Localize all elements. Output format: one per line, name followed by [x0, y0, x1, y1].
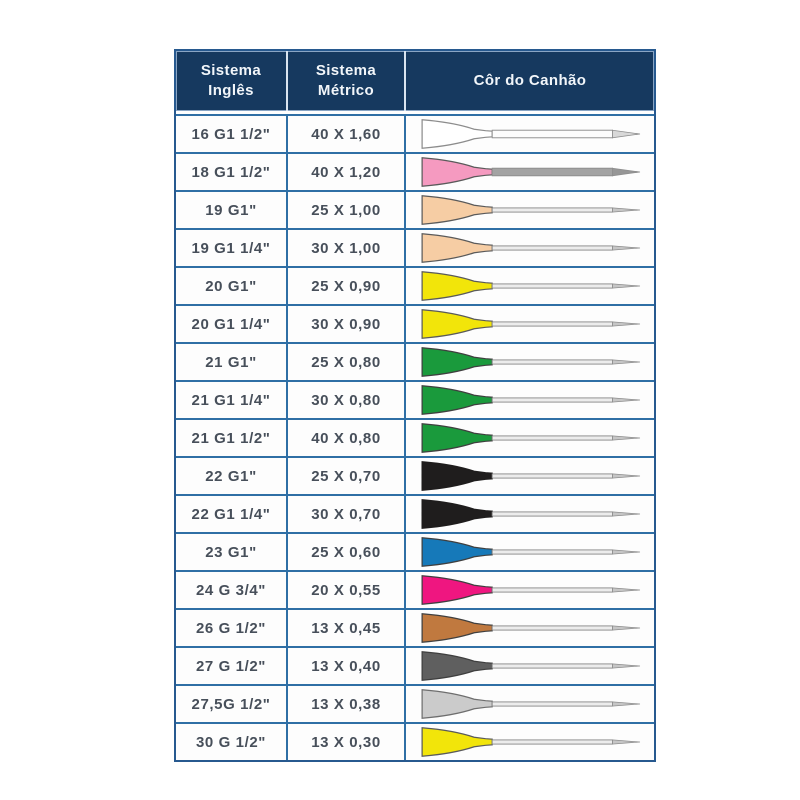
gauge-cell: 19 G1" — [176, 192, 288, 228]
hub-color-cell — [406, 382, 654, 418]
metric-cell: 13 X 0,40 — [288, 648, 406, 684]
table-row — [176, 610, 654, 648]
header-cor-do-canhao-label: Côr do Canhão — [473, 71, 587, 89]
needle-hub — [422, 728, 492, 756]
needle-tip — [613, 740, 640, 744]
table-row — [176, 306, 654, 344]
hub-color-cell — [406, 420, 654, 456]
gauge-cell: 22 G1 1/4" — [176, 496, 288, 532]
needle-hub — [422, 120, 492, 148]
hub-color-cell — [406, 686, 654, 722]
needle-hub — [422, 614, 492, 642]
gauge-cell: 27,5G 1/2" — [176, 686, 288, 722]
needle-icon — [413, 572, 651, 608]
table-row — [176, 572, 654, 610]
needle-shaft — [492, 284, 612, 288]
needle-shaft — [492, 702, 612, 706]
needle-tip — [613, 168, 640, 176]
needle-shaft — [492, 474, 612, 478]
gauge-cell: 20 G1" — [176, 268, 288, 304]
metric-cell: 20 X 0,55 — [288, 572, 406, 608]
metric-cell: 25 X 0,60 — [288, 534, 406, 570]
metric-cell: 25 X 0,90 — [288, 268, 406, 304]
needle-icon — [413, 344, 651, 380]
table-row — [176, 268, 654, 306]
needle-shaft — [492, 588, 612, 592]
metric-cell: 13 X 0,45 — [288, 610, 406, 646]
hub-color-cell — [406, 724, 654, 760]
needle-tip — [613, 550, 640, 554]
needle-tip — [613, 130, 640, 138]
needle-icon — [413, 306, 651, 342]
needle-hub — [422, 234, 492, 262]
header-sistema-ingles — [176, 51, 288, 111]
needle-tip — [613, 322, 640, 326]
needle-tip — [613, 208, 640, 212]
hub-color-cell — [406, 534, 654, 570]
needle-hub — [422, 690, 492, 718]
header-cor-do-canhao — [406, 51, 654, 111]
needle-hub — [422, 424, 492, 452]
needle-tip — [613, 588, 640, 592]
table-row — [176, 154, 654, 192]
needle-hub — [422, 386, 492, 414]
needle-gauge-table — [174, 49, 656, 762]
table-row — [176, 420, 654, 458]
needle-hub — [422, 310, 492, 338]
table-row — [176, 382, 654, 420]
needle-hub — [422, 196, 492, 224]
table-row — [176, 496, 654, 534]
needle-shaft — [492, 436, 612, 440]
needle-hub — [422, 348, 492, 376]
gauge-cell: 22 G1" — [176, 458, 288, 494]
gauge-cell: 16 G1 1/2" — [176, 116, 288, 152]
table-row — [176, 192, 654, 230]
needle-tip — [613, 702, 640, 706]
metric-cell: 40 X 1,20 — [288, 154, 406, 190]
gauge-cell: 21 G1 1/2" — [176, 420, 288, 456]
needle-hub — [422, 272, 492, 300]
needle-hub — [422, 500, 492, 528]
table-row — [176, 724, 654, 760]
needle-shaft — [492, 550, 612, 554]
hub-color-cell — [406, 610, 654, 646]
hub-color-cell — [406, 192, 654, 228]
needle-icon — [413, 496, 651, 532]
needle-shaft — [492, 130, 612, 138]
table-header-row — [176, 51, 654, 114]
needle-icon — [413, 382, 651, 418]
hub-color-cell — [406, 154, 654, 190]
needle-icon — [413, 648, 651, 684]
needle-icon — [413, 458, 651, 494]
gauge-cell: 21 G1 1/4" — [176, 382, 288, 418]
needle-shaft — [492, 398, 612, 402]
needle-shaft — [492, 208, 612, 212]
metric-cell: 25 X 0,70 — [288, 458, 406, 494]
needle-icon — [413, 116, 651, 152]
table-row — [176, 648, 654, 686]
hub-color-cell — [406, 648, 654, 684]
needle-tip — [613, 626, 640, 630]
hub-color-cell — [406, 458, 654, 494]
needle-icon — [413, 686, 651, 722]
hub-color-cell — [406, 306, 654, 342]
header-sistema-metrico-line2: Métrico — [317, 82, 375, 99]
needle-icon — [413, 154, 651, 190]
needle-shaft — [492, 322, 612, 326]
needle-tip — [613, 284, 640, 288]
needle-tip — [613, 360, 640, 364]
hub-color-cell — [406, 116, 654, 152]
hub-color-cell — [406, 230, 654, 266]
table-row — [176, 458, 654, 496]
needle-icon — [413, 724, 651, 760]
table-body — [176, 114, 654, 760]
needle-tip — [613, 664, 640, 668]
header-sistema-metrico-line1: Sistema — [315, 61, 377, 79]
needle-shaft — [492, 664, 612, 668]
needle-icon — [413, 268, 651, 304]
metric-cell: 30 X 0,80 — [288, 382, 406, 418]
hub-color-cell — [406, 572, 654, 608]
needle-tip — [613, 474, 640, 478]
metric-cell: 30 X 0,90 — [288, 306, 406, 342]
needle-icon — [413, 230, 651, 266]
header-sistema-ingles-line2: Inglês — [208, 82, 254, 99]
header-sistema-ingles-line1: Sistema — [200, 61, 262, 79]
metric-cell: 13 X 0,30 — [288, 724, 406, 760]
needle-icon — [413, 420, 651, 456]
needle-hub — [422, 462, 492, 490]
hub-color-cell — [406, 268, 654, 304]
needle-icon — [413, 192, 651, 228]
needle-hub — [422, 158, 492, 186]
needle-shaft — [492, 360, 612, 364]
needle-icon — [413, 610, 651, 646]
needle-hub — [422, 538, 492, 566]
needle-tip — [613, 246, 640, 250]
gauge-cell: 19 G1 1/4" — [176, 230, 288, 266]
metric-cell: 30 X 1,00 — [288, 230, 406, 266]
metric-cell: 25 X 0,80 — [288, 344, 406, 380]
table-row — [176, 686, 654, 724]
needle-hub — [422, 652, 492, 680]
needle-shaft — [492, 168, 612, 176]
needle-shaft — [492, 626, 612, 630]
hub-color-cell — [406, 344, 654, 380]
metric-cell: 40 X 1,60 — [288, 116, 406, 152]
gauge-cell: 21 G1" — [176, 344, 288, 380]
metric-cell: 40 X 0,80 — [288, 420, 406, 456]
hub-color-cell — [406, 496, 654, 532]
gauge-cell: 20 G1 1/4" — [176, 306, 288, 342]
table-row — [176, 534, 654, 572]
metric-cell: 13 X 0,38 — [288, 686, 406, 722]
needle-icon — [413, 534, 651, 570]
needle-shaft — [492, 246, 612, 250]
needle-hub — [422, 576, 492, 604]
needle-tip — [613, 398, 640, 402]
gauge-cell: 18 G1 1/2" — [176, 154, 288, 190]
header-sistema-metrico — [288, 51, 406, 111]
table-row — [176, 230, 654, 268]
table-row — [176, 344, 654, 382]
metric-cell: 30 X 0,70 — [288, 496, 406, 532]
needle-shaft — [492, 740, 612, 744]
gauge-cell: 27 G 1/2" — [176, 648, 288, 684]
needle-shaft — [492, 512, 612, 516]
needle-tip — [613, 512, 640, 516]
gauge-cell: 24 G 3/4" — [176, 572, 288, 608]
needle-tip — [613, 436, 640, 440]
table-row — [176, 116, 654, 154]
gauge-cell: 30 G 1/2" — [176, 724, 288, 760]
gauge-cell: 26 G 1/2" — [176, 610, 288, 646]
metric-cell: 25 X 1,00 — [288, 192, 406, 228]
gauge-cell: 23 G1" — [176, 534, 288, 570]
